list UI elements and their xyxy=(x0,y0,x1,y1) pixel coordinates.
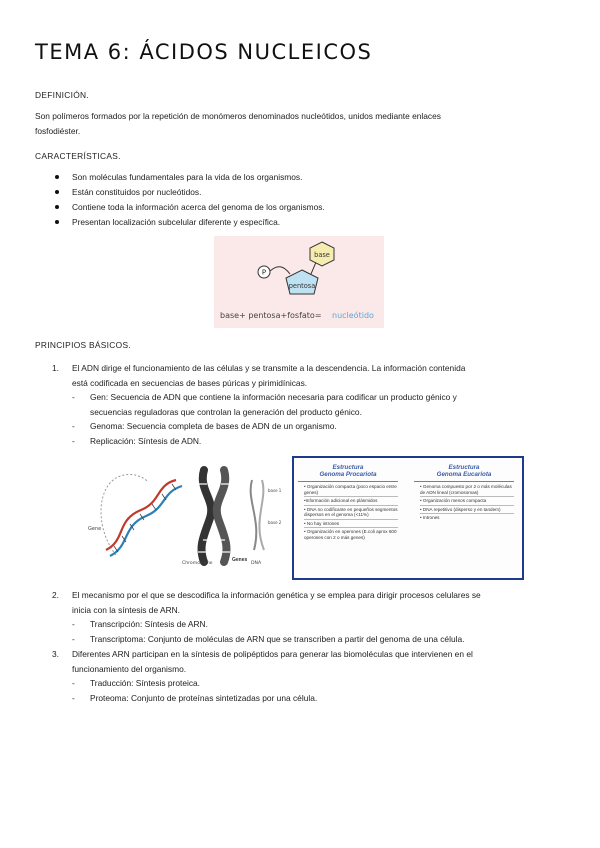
list-item: Están constituidos por nucleótidos. xyxy=(35,185,555,200)
bullet-icon xyxy=(55,190,59,194)
list-item: - Transcripción: Síntesis de ARN. xyxy=(72,619,208,629)
base-label: base xyxy=(314,251,330,259)
page-title: TEMA 6: ÁCIDOS NUCLEICOS xyxy=(35,40,373,64)
procariota-column xyxy=(294,464,402,540)
list-item: - Traducción: Síntesis proteica. xyxy=(72,678,201,688)
procariota-feature: • DNA no codificante en pequeños segmentos dispersos en el genoma (<11%) xyxy=(304,506,398,517)
list-item: Son moléculas fundamentales para la vida de los organismos. xyxy=(35,170,555,185)
eucariota-title-1: Estructura xyxy=(448,464,480,471)
genome-comparison-table xyxy=(292,456,524,580)
nucleotide-diagram xyxy=(214,236,384,328)
definicion-text xyxy=(35,109,565,139)
eucariota-column xyxy=(410,464,518,521)
procariota-feature: •Información adicional en plásmidos xyxy=(304,498,378,503)
dna-label: DNA xyxy=(251,561,262,566)
principio-3-sublist xyxy=(72,676,562,705)
dna-diagram xyxy=(86,460,282,570)
base2-label: base 2 xyxy=(268,520,282,525)
item-number: 2. xyxy=(52,590,59,600)
dna-chromosome-figure xyxy=(86,460,282,570)
principio-item-1 xyxy=(52,361,572,390)
bullet-icon xyxy=(55,205,59,209)
list-item: - Replicación: Síntesis de ADN. xyxy=(72,435,202,446)
bullet-icon xyxy=(55,220,59,224)
pentose-label: pentosa xyxy=(288,282,316,290)
eucariota-feature: • DNA repetitivo (disperso y en tandem) xyxy=(420,506,501,512)
item-line-2: inicia con la síntesis de ARN. xyxy=(72,604,180,615)
dna-strand-blue xyxy=(110,486,182,556)
eucariota-title-2: Genoma Eucariota xyxy=(436,471,492,478)
gene-label: Gene xyxy=(88,526,102,532)
list-item: - Genoma: Secuencia completa de bases de ADN de un organismo. xyxy=(72,421,337,431)
item-line-2: está codificada en secuencias de bases púricas y pirimidínicas. xyxy=(72,377,308,388)
caracteristicas-heading: CARACTERÍSTICAS. xyxy=(35,151,121,161)
principio-item-2 xyxy=(52,588,572,617)
item-number: 1. xyxy=(52,363,59,373)
definicion-heading: DEFINICIÓN. xyxy=(35,90,90,100)
list-item: Presentan localización subcelular diferente y específica. xyxy=(35,215,555,230)
principio-1-sublist xyxy=(72,390,562,448)
procariota-title-2: Genoma Procariota xyxy=(319,471,377,478)
nucleotide-result: nucleótido xyxy=(332,311,374,320)
procariota-feature: • Organización en operones (E.coli aprox 600 operones con 2 o más genes) xyxy=(304,529,397,540)
item-line-1: El ADN dirige el funcionamiento de las células y se transmite a la descendencia. La información contenida xyxy=(72,363,466,373)
dna-ladder-icon xyxy=(251,480,264,550)
nucleotide-figure xyxy=(214,236,384,328)
phosphate-label: P xyxy=(261,268,267,277)
phosphate-bond xyxy=(270,267,290,274)
list-item: - Gen: Secuencia de ADN que contiene la información necesaria para codificar un producto génico y secuencias reguladoras que controlan la generación del producto génico. xyxy=(72,392,457,417)
item-line-2: funcionamiento del organismo. xyxy=(72,663,187,674)
definicion-line-2: fosfodiéster. xyxy=(35,126,81,136)
principio-item-3 xyxy=(52,647,572,676)
caracteristicas-list xyxy=(35,170,555,230)
eucariota-feature: • Organización menos compacta xyxy=(420,498,487,503)
item-number: 3. xyxy=(52,649,59,659)
item-line-1: El mecanismo por el que se descodifica la información genética y se emplea para dirigir procesos celulares se xyxy=(72,590,481,600)
eucariota-feature: • Intrones xyxy=(420,515,440,520)
procariota-title-1: Estructura xyxy=(332,464,364,471)
chromosome-label: Chromosome xyxy=(182,561,213,566)
list-item: - Transcriptoma: Conjunto de moléculas de ARN que se transcriben a partir del genoma de una célula. xyxy=(72,633,465,644)
chromosome-icon xyxy=(198,470,230,562)
procariota-feature: • No hay intrones xyxy=(304,520,340,526)
list-item: - Proteoma: Conjunto de proteínas sintetizadas por una célula. xyxy=(72,692,318,703)
eucariota-feature: • Genoma compuesto por 2 o más moléculas de ADN lineal (cromosomas) xyxy=(420,484,512,495)
list-item: Contiene toda la información acerca del genoma de los organismos. xyxy=(35,200,555,215)
bullet-icon xyxy=(55,175,59,179)
base1-label: base 1 xyxy=(268,488,282,493)
procariota-feature: • Organización compacta (poco espacio entre genes) xyxy=(304,484,397,495)
definicion-line-1: Son polímeros formados por la repetición de monómeros denominados nucleótidos, unidos mediante enlaces xyxy=(35,111,441,121)
nucleotide-formula: base+ pentosa+fosfato= xyxy=(220,311,322,320)
genes-label: Genes xyxy=(232,557,248,563)
principios-heading: PRINCIPIOS BÁSICOS. xyxy=(35,340,131,350)
principio-2-sublist xyxy=(72,617,562,646)
item-line-1: Diferentes ARN participan en la síntesis de polipéptidos para generar las biomoléculas que intervienen en el xyxy=(72,649,473,659)
